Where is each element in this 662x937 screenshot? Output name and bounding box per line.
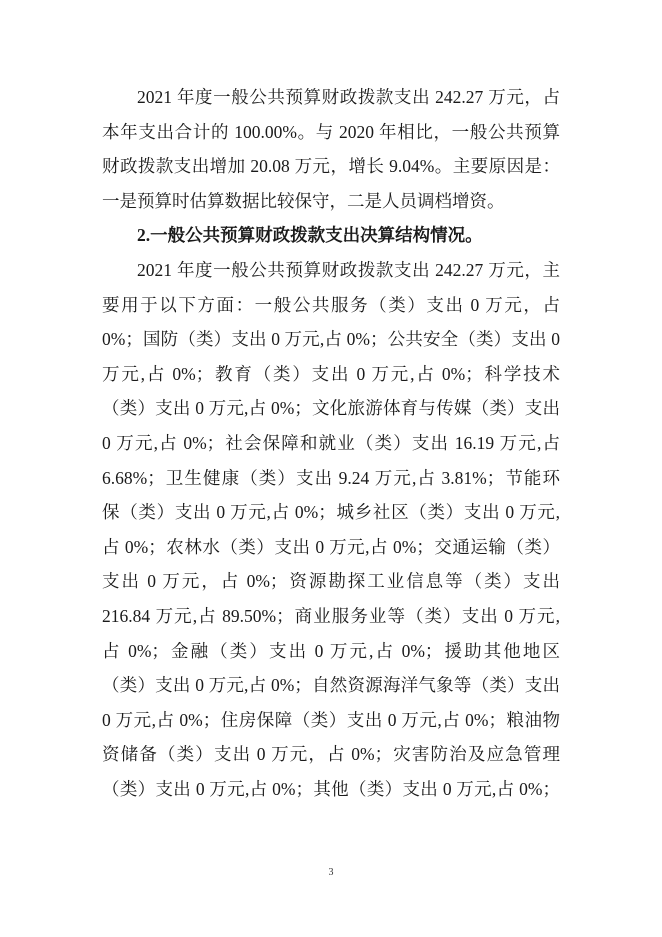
text-line: 要用于以下方面：一般公共服务（类）支出 0 万元，占 <box>102 294 560 315</box>
text-line: 0 万元,占 0%；社会保障和就业（类）支出 16.19 万元,占 <box>102 432 560 453</box>
text-line: 保（类）支出 0 万元,占 0%；城乡社区（类）支出 0 万元, <box>102 502 560 523</box>
text-line: 占 0%；金融（类）支出 0 万元,占 0%；援助其他地区 <box>102 640 560 661</box>
text-line: 资储备（类）支出 0 万元，占 0%；灾害防治及应急管理 <box>102 744 560 765</box>
section-heading: 2.一般公共预算财政拨款支出决算结构情况。 <box>137 225 483 246</box>
text-line: 本年支出合计的 100.00%。与 2020 年相比，一般公共预算 <box>102 121 560 142</box>
text-line: 占 0%；农林水（类）支出 0 万元,占 0%；交通运输（类） <box>102 536 560 557</box>
text-line: 0 万元,占 0%；住房保障（类）支出 0 万元,占 0%；粮油物 <box>102 709 560 730</box>
paragraph-expenditure-structure <box>102 253 560 807</box>
text-line: 216.84 万元,占 89.50%；商业服务业等（类）支出 0 万元, <box>102 605 560 626</box>
text-line: 一是预算时估算数据比较保守，二是人员调档增资。 <box>102 190 505 211</box>
text-line: 支出 0 万元，占 0%；资源勘探工业信息等（类）支出 <box>102 571 560 592</box>
text-line: 6.68%；卫生健康（类）支出 9.24 万元,占 3.81%；节能环 <box>102 467 560 488</box>
text-line: 2021 年度一般公共预算财政拨款支出 242.27 万元，占 <box>137 87 560 107</box>
text-line: 万元,占 0%；教育（类）支出 0 万元,占 0%；科学技术 <box>102 363 560 384</box>
text-line: 2021 年度一般公共预算财政拨款支出 242.27 万元，主 <box>137 259 560 280</box>
text-line: （类）支出 0 万元,占 0%；文化旅游体育与传媒（类）支出 <box>102 398 560 419</box>
paragraph-expenditure-summary <box>102 80 560 218</box>
text-line: （类）支出 0 万元,占 0%；自然资源海洋气象等（类）支出 <box>102 675 560 696</box>
text-line: （类）支出 0 万元,占 0%；其他（类）支出 0 万元,占 0%； <box>102 778 560 799</box>
text-line: 财政拨款支出增加 20.08 万元，增长 9.04%。主要原因是： <box>102 156 560 177</box>
text-line: 0%；国防（类）支出 0 万元,占 0%；公共安全（类）支出 0 <box>102 329 560 350</box>
page-number: 3 <box>328 867 334 878</box>
body-text <box>102 80 560 806</box>
